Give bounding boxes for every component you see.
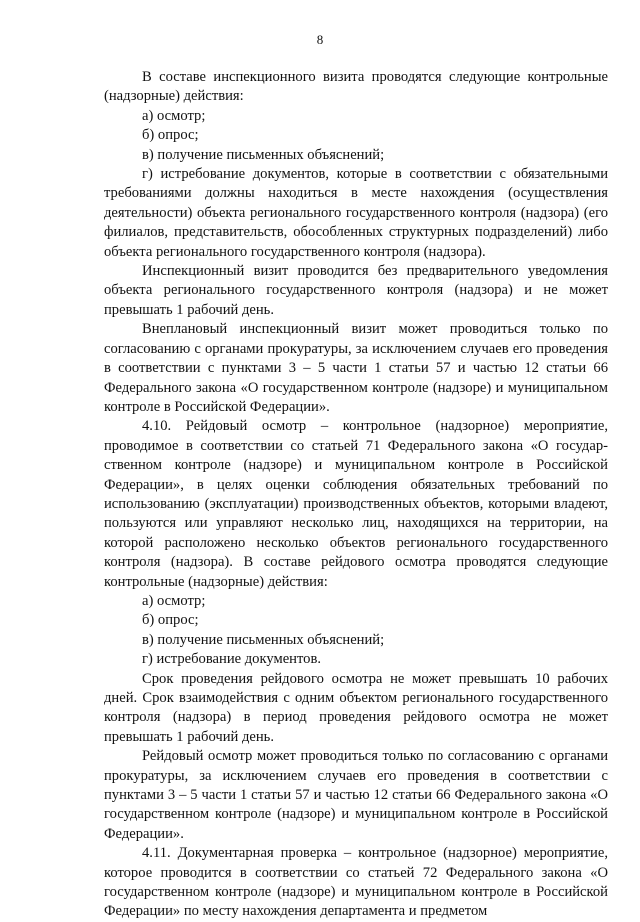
paragraph-unscheduled-visit: Внеплановый инспекционный визит может проводиться только по согласованию с органами прокуратуры, за исключением случаев его проведения в соответствии с пунктами 3 – 5 части 1 статьи 57 и частью 12 статьи 66 Федерального закона «О государственном контроле (надзоре) и муниципальном контроле в Российской Федерации». xyxy=(104,321,608,415)
list-item-survey: б) опрос; xyxy=(142,612,199,629)
paragraph-inspection-actions-intro: В составе инспекционного визита проводятся следующие контрольные (надзорные) действия: xyxy=(104,69,608,105)
list-item-inspection: а) осмотр; xyxy=(142,107,206,124)
document-body xyxy=(104,68,608,922)
list-item-inspection: а) осмотр; xyxy=(142,592,206,609)
paragraph-raid-approval: Рейдовый осмотр может проводиться только по согласованию с органами прокуратуры, за исключением случаев его проведения в соответствии с пунктами 3 – 5 части 1 статьи 57 и частью 12 статьи 66 Федерального закона «О государственном контроле (надзоре) и муниципальном контроле в Российской Федерации». xyxy=(104,748,608,842)
list-item-document-request: г) истребование документов. xyxy=(142,651,322,668)
paragraph-section-4-11: 4.11. Документарная проверка – контрольное (надзорное) мероприятие, которое проводится в соответствии со статьей 72 Федерального закона «О государственном контроле (надзоре) и муниципальном контроле в Российской Федерации» по месту нахождения департамента и предметом xyxy=(104,845,608,920)
list-item-document-request: г) истребование документов, которые в соответствии с обязательными требованиями должны находиться в месте нахождения (осуществления деятельности) объекта регионального государственного контроля (надзора) (его филиалов, представительств, обособленных структурных подразделений) либо объекта регионального государственного контроля (надзора). xyxy=(104,166,608,260)
page-number: 8 xyxy=(316,32,324,47)
paragraph-no-prior-notice: Инспекционный визит проводится без предварительного уведомления объекта регионального государственного контроля (надзора) и не может превышать 1 рабочий день. xyxy=(104,263,608,318)
paragraph-raid-duration: Срок проведения рейдового осмотра не может превышать 10 рабочих дней. Срок взаимодействия с одним объектом регионального государственного контроля (надзора) в период проведения рейдового осмотра не может превышать 1 рабочий день. xyxy=(104,670,608,745)
list-item-written-explanations: в) получение письменных объяснений; xyxy=(142,631,385,648)
paragraph-section-4-10: 4.10. Рейдовый осмотр – контрольное (надзорное) мероприятие, проводимое в соответствии со статьей 71 Федерального закона «О государственном контроле (надзоре) и муниципальном контроле в Российской Федерации», в целях оценки соблюдения обязательных требований по использованию (эксплуатации) производственных объектов, которыми владеют, пользуются или управляют несколько лиц, находящихся на территории, на которой расположено несколько объектов регионального государственного контроля (надзора). В составе рейдового осмотра проводятся следующие контрольные (надзорные) действия: xyxy=(104,418,608,590)
list-item-written-explanations: в) получение письменных объяснений; xyxy=(142,146,385,163)
list-item-survey: б) опрос; xyxy=(142,127,199,144)
